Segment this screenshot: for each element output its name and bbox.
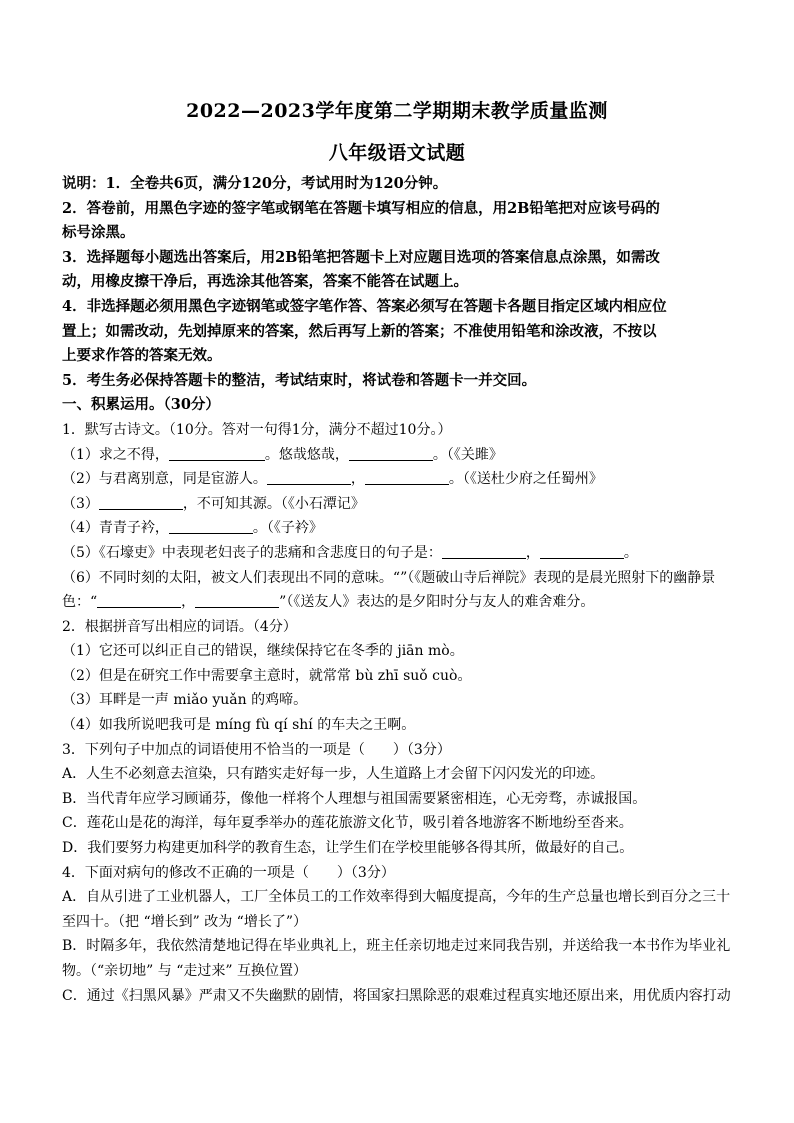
q1-item-6: （6）不同时刻的太阳，被文人们表现出不同的意味。“”（《题破山寺后禅院》表现的是晨光照射下的幽静景 [62, 569, 716, 586]
q3-option-d: D．我们要努力构建更加科学的教育生态，让学生们在学校里能够各得其所，做最好的自己。 [62, 840, 634, 857]
text-segment: 。（《子衿》 [252, 520, 323, 537]
text-segment: （1）求之不得， [62, 446, 169, 463]
text-segment: （4）青青子衿， [62, 520, 169, 537]
note-line: 标号涂黑。 [62, 224, 135, 242]
note-line: 3．选择题每小题选出答案后，用2B铅笔把答题卡上对应题目选项的答案信息点涂黑，如需改 [62, 248, 660, 266]
q1-item-4 [62, 516, 740, 541]
q3-option-b: B．当代青年应学习顾诵芬，像他一样将个人理想与祖国需要紧密相连，心无旁骛，赤诚报国。 [62, 790, 647, 807]
text-segment: ， [525, 544, 540, 561]
q2-item: （2）但是在研究工作中需要拿主意时，就常常 bù zhī suǒ cuò。 [62, 667, 472, 684]
text-segment: 。（《送杜少府之任蜀州》 [448, 471, 603, 488]
q4-option-a: A．自从引进了工业机器人，工厂全体员工的工作效率得到大幅度提高，今年的生产总量也增长到百分之三十 [62, 889, 731, 906]
q3-option-a: A．人生不必刻意去渲染，只有踏实走好每一步，人生道路上才会留下闪闪发光的印迹。 [62, 766, 605, 783]
text-segment: （3） [62, 495, 99, 512]
q4-option-c: C．通过《扫黑风暴》严肃又不失幽默的剧情，将国家扫黑除恶的艰难过程真实地还原出来，用优质内容打动 [62, 987, 731, 1004]
answer-blank[interactable] [365, 469, 449, 485]
text-segment: 。悠哉悠哉， [264, 446, 349, 463]
text-segment: 色：“ [62, 594, 98, 611]
q1-item-5 [62, 541, 740, 566]
answer-blank[interactable] [442, 543, 526, 559]
q1-item-1 [62, 443, 740, 468]
exam-body [62, 172, 740, 1008]
q4-option-b: B．时隔多年，我依然清楚地记得在毕业典礼上，班主任亲切地走过来同我告别，并送给我一本书作为毕业礼 [62, 938, 731, 955]
answer-blank[interactable] [99, 494, 183, 510]
q2-item: （1）它还可以纠正自己的错误，继续保持它在冬季的 jiān mò。 [62, 643, 464, 660]
q2-item: （3）耳畔是一声 miǎo yuǎn 的鸡啼。 [62, 692, 308, 709]
answer-blank[interactable] [169, 445, 265, 461]
q4-option-a-cont: 至四十。（把 “增长到” 改为 “增长了”） [62, 913, 307, 930]
text-segment: 。 [623, 544, 638, 561]
note-line: 上要求作答的答案无效。 [62, 347, 222, 365]
note-line: 置上；如需改动，先划掉原来的答案，然后再写上新的答案；不准使用铅笔和涂改液，不按以 [62, 322, 657, 340]
text-segment: （5）《石壕吏》中表现老妇丧子的悲痛和含悲度日的句子是： [62, 544, 442, 561]
answer-blank[interactable] [195, 592, 279, 608]
answer-blank[interactable] [349, 445, 433, 461]
note-line: 4．非选择题必须用黑色字迹钢笔或签字笔作答、答案必须写在答题卡各题目指定区域内相应位 [62, 297, 667, 315]
answer-blank[interactable] [169, 518, 253, 534]
answer-blank[interactable] [97, 592, 181, 608]
q1-item-6-cont [62, 590, 740, 615]
note-line: 2．答卷前，用黑色字迹的签字笔或钢笔在答题卡填写相应的信息，用2B铅笔把对应该号码的 [62, 199, 660, 217]
answer-blank[interactable] [540, 543, 624, 559]
text-segment: ”（《送友人》表达的是夕阳时分与友人的难舍难分。 [279, 594, 595, 611]
text-segment: ， [181, 594, 196, 611]
note-line: 5．考生务必保持答题卡的整洁，考试结束时，将试卷和答题卡一并交回。 [62, 371, 537, 389]
q1-item-2 [62, 467, 740, 492]
question-stem: 2．根据拼音写出相应的词语。（4分） [62, 618, 297, 635]
question-stem: 1．默写古诗文。（10分。答对一句得1分，满分不超过10分。） [62, 421, 452, 438]
text-segment: ， [350, 471, 365, 488]
question-stem: 4．下面对病句的修改不正确的一项是（ ）（3分） [62, 864, 395, 881]
note-line: 说明：1．全卷共6页，满分120分，考试用时为120分钟。 [62, 175, 448, 192]
text-segment: ，不可知其源。（《小石潭记》 [182, 495, 365, 512]
exam-title: 2022—2023学年度第二学期期末教学质量监测 [186, 100, 608, 122]
q3-option-c: C．莲花山是花的海洋，每年夏季举办的莲花旅游文化节，吸引着各地游客不断地纷至沓来。 [62, 815, 633, 832]
answer-blank[interactable] [267, 469, 351, 485]
q2-item: （4）如我所说吧我可是 míng fù qí shí 的车夫之王啊。 [62, 717, 416, 734]
text-segment: （2）与君离别意，同是宦游人。 [62, 471, 267, 488]
text-segment: 。（《关雎》 [432, 446, 503, 463]
note-line: 动，用橡皮擦干净后，再选涂其他答案，答案不能答在试题上。 [62, 273, 468, 291]
section-heading: 一、积累运用。（30分） [62, 396, 220, 414]
exam-subtitle: 八年级语文试题 [328, 142, 466, 164]
question-stem: 3．下列句子中加点的词语使用不恰当的一项是（ ）（3分） [62, 741, 451, 758]
q4-option-b-cont: 物。（“亲切地” 与 “走过来” 互换位置） [62, 963, 307, 979]
q1-item-3 [62, 492, 740, 517]
